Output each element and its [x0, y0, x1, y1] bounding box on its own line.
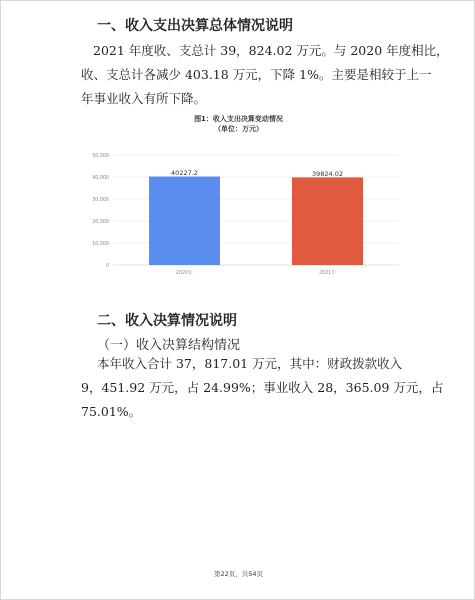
page-number: 第22页，共54页	[213, 570, 264, 578]
section2-paragraph	[81, 352, 444, 424]
section1-paragraph	[81, 39, 449, 111]
paragraph-line: 75.01%。	[81, 404, 142, 419]
section2-heading: 二、收入决算情况说明	[97, 313, 237, 329]
data-label: 40227.2	[171, 169, 198, 178]
y-tick-label: 0	[105, 264, 109, 269]
bar	[292, 177, 363, 265]
section1-heading: 一、收入支出决算总体情况说明	[97, 18, 293, 34]
y-tick-label: 50,000	[92, 154, 109, 159]
paragraph-line: 本年收入合计 37，817.01 万元，其中：财政拨款收入	[97, 356, 403, 371]
chart-subtitle: （单位：万元）	[214, 125, 263, 133]
bar-chart	[1, 141, 475, 281]
x-tick-label: 2021年	[318, 271, 337, 276]
bar	[149, 177, 220, 265]
x-tick-label: 2020年	[175, 271, 194, 276]
y-tick-label: 40,000	[92, 176, 109, 181]
y-tick-label: 20,000	[92, 220, 109, 225]
paragraph-line: 2021 年度收、支总计 39，824.02 万元。与 2020 年度相比，	[93, 43, 449, 58]
paragraph-line: 9，451.92 万元，占 24.99%；事业收入 28，365.09 万元，占	[81, 380, 444, 395]
y-tick-label: 30,000	[92, 198, 109, 203]
paragraph-line: 年事业收入有所下降。	[81, 91, 207, 106]
chart-title: 图1：收入支出决算变动情况	[194, 115, 283, 123]
paragraph-line: 收、支总计各减少 403.18 万元，下降 1%。主要是相较于上一	[81, 67, 432, 82]
data-label: 39824.02	[311, 169, 344, 178]
y-tick-label: 10,000	[92, 242, 109, 247]
section2-subheading: （一）收入决算结构情况	[97, 338, 241, 353]
